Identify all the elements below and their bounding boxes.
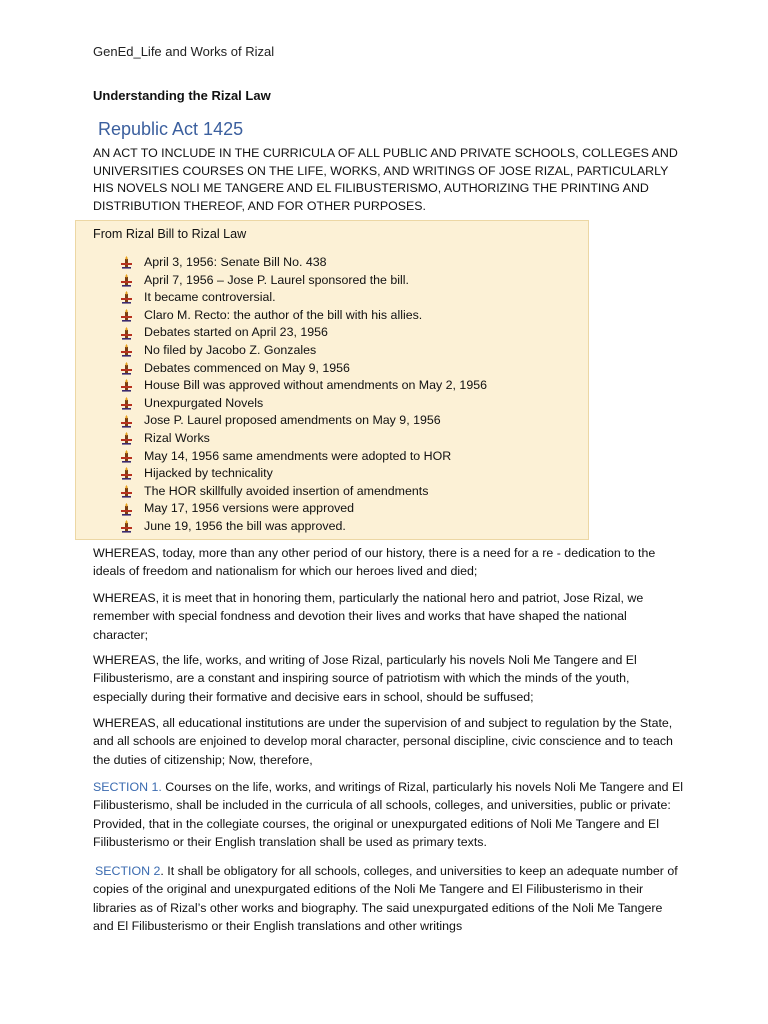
candle-bullet-icon (120, 327, 133, 340)
candle-bullet-icon (120, 309, 133, 322)
list-item (120, 430, 487, 448)
candle-bullet-icon (120, 362, 133, 375)
list-item-text: Debates commenced on May 9, 1956 (144, 360, 350, 375)
document-header: GenEd_Life and Works of Rizal (93, 44, 275, 59)
list-item-text: It became controversial. (144, 290, 276, 305)
section-2-text: . It shall be obligatory for all schools, colleges, and universities to keep an adequate number of copies of the original and unexpurgated editions of the Noli Me Tangere and El Filibusterismo in their libraries as of Rizal’s other works and biography. The said unexpurgated editions of the Noli Me Tangere and El Filibusterismo or their English translations and other writings (93, 864, 678, 933)
candle-bullet-icon (120, 432, 133, 445)
candle-bullet-icon (120, 344, 133, 357)
timeline-box-title: From Rizal Bill to Rizal Law (93, 227, 247, 241)
list-item-text: June 19, 1956 the bill was approved. (144, 518, 346, 533)
list-item (120, 377, 487, 395)
act-description: AN ACT TO INCLUDE IN THE CURRICULA OF ALL PUBLIC AND PRIVATE SCHOOLS, COLLEGES AND UNIVERSITIES COURSES ON THE LIFE, WORKS, AND WRITINGS OF JOSE RIZAL, PARTICULARLY HIS NOVELS NOLI ME TANGERE AND EL FILIBUSTERISMO, AUTHORIZING THE PRINTING AND DISTRIBUTION THEREOF, AND FOR OTHER PURPOSES. (93, 146, 678, 213)
list-item-text: April 3, 1956: Senate Bill No. 438 (144, 255, 327, 269)
list-item (120, 360, 487, 378)
section-1-label: SECTION 1. (93, 780, 162, 794)
list-item (120, 483, 487, 501)
candle-bullet-icon (120, 397, 133, 410)
list-item-text: The HOR skillfully avoided insertion of amendments (144, 483, 429, 498)
candle-bullet-icon (120, 485, 133, 498)
list-item (120, 324, 487, 342)
candle-bullet-icon (120, 520, 133, 533)
section-1-text: Courses on the life, works, and writings of Rizal, particularly his novels Noli Me Tangere and El Filibusterismo, shall be included in the curricula of all schools, colleges, and universities, public or private: Provided, that in the collegiate courses, the original or unexpurgated editions of Noli Me Tangere and El Filibusterismo or their English translation shall be used as primary texts. (93, 780, 683, 849)
list-item-text: Unexpurgated Novels (144, 395, 264, 410)
section-2-paragraph (93, 862, 683, 935)
section-1-paragraph (93, 778, 683, 851)
candle-bullet-icon (120, 450, 133, 463)
list-item-text: Rizal Works (144, 430, 210, 445)
list-item (120, 307, 487, 325)
timeline-list (120, 254, 487, 536)
candle-bullet-icon (120, 274, 133, 287)
list-item (120, 254, 487, 272)
list-item-text: April 7, 1956 – Jose P. Laurel sponsored the bill. (144, 272, 409, 287)
list-item-text: May 17, 1956 versions were approved (144, 501, 355, 516)
list-item-text: House Bill was approved without amendments on May 2, 1956 (144, 378, 487, 393)
list-item-text: Jose P. Laurel proposed amendments on May 9, 1956 (144, 413, 441, 428)
candle-bullet-icon (120, 379, 133, 392)
whereas-paragraph-2: WHEREAS, it is meet that in honoring them, particularly the national hero and patriot, Jose Rizal, we remember with special fondness and devotion their lives and works that have shaped the national character; (93, 591, 644, 642)
whereas-paragraph-4: WHEREAS, all educational institutions are under the supervision of and subject to regulation by the State, and all schools are enjoined to develop moral character, personal discipline, civic conscience and to teach the duties of citizenship; Now, therefore, (93, 716, 673, 767)
whereas-paragraph-3: WHEREAS, the life, works, and writing of Jose Rizal, particularly his novels Noli Me Tangere and El Filibusterismo, are a constant and inspiring source of patriotism with which the minds of the youth, especially during their formative and decisive ears in school, should be suffused; (93, 653, 637, 704)
list-item (120, 272, 487, 290)
list-item-text: No filed by Jacobo Z. Gonzales (144, 342, 317, 357)
list-item (120, 412, 487, 430)
list-item (120, 518, 487, 536)
whereas-paragraph-1: WHEREAS, today, more than any other period of our history, there is a need for a re - dedication to the ideals of freedom and nationalism for which our heroes lived and died; (93, 546, 656, 579)
rizal-bill-timeline-box (75, 220, 589, 540)
list-item-text: Debates started on April 23, 1956 (144, 325, 328, 340)
list-item (120, 500, 487, 518)
candle-bullet-icon (120, 256, 133, 269)
document-subtitle: Understanding the Rizal Law (93, 88, 271, 103)
document-title: Republic Act 1425 (98, 119, 244, 139)
list-item (120, 448, 487, 466)
list-item (120, 395, 487, 413)
list-item (120, 465, 487, 483)
list-item-text: May 14, 1956 same amendments were adopted to HOR (144, 448, 452, 463)
candle-bullet-icon (120, 503, 133, 516)
candle-bullet-icon (120, 415, 133, 428)
list-item (120, 289, 487, 307)
list-item (120, 342, 487, 360)
list-item-text: Hijacked by technicality (144, 466, 273, 481)
candle-bullet-icon (120, 291, 133, 304)
candle-bullet-icon (120, 467, 133, 480)
section-2-label: SECTION 2 (95, 864, 161, 878)
list-item-text: Claro M. Recto: the author of the bill with his allies. (144, 307, 423, 322)
